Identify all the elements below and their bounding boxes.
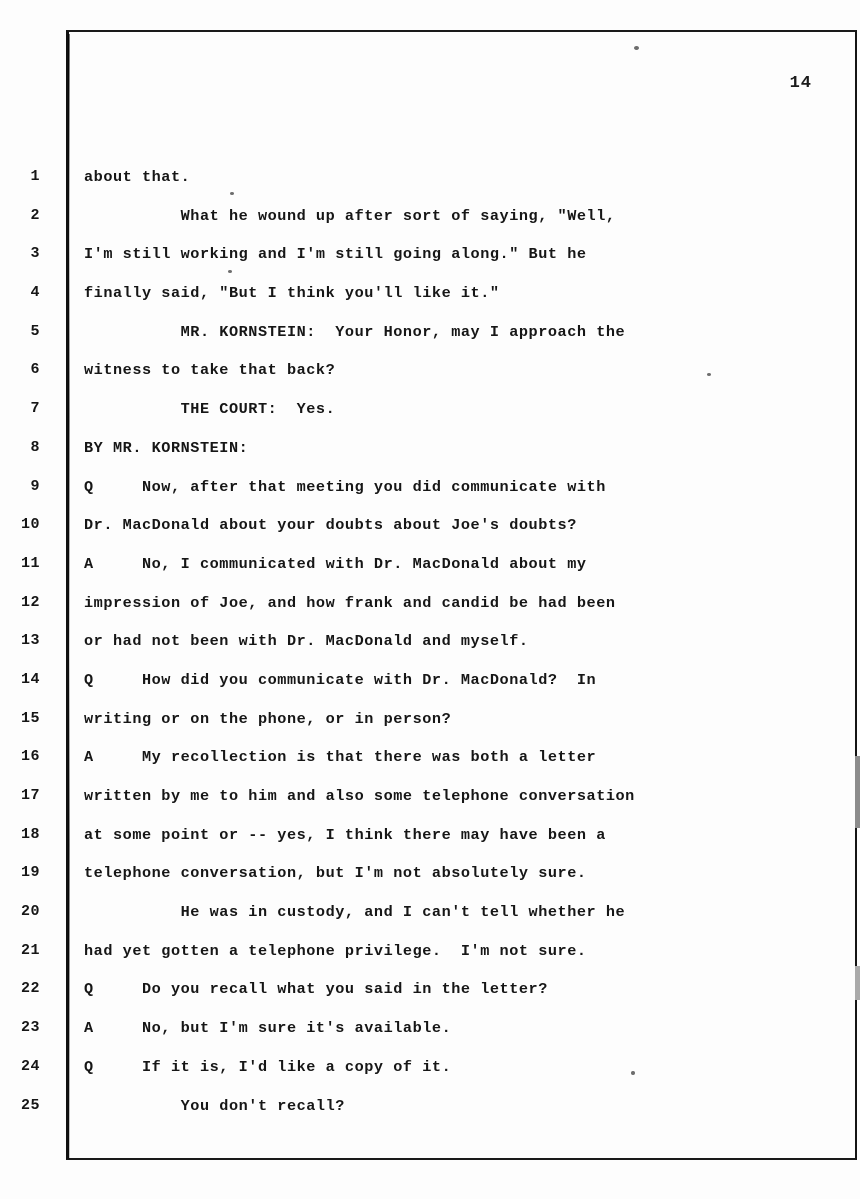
transcript-line — [0, 439, 860, 478]
line-number: 21 — [20, 941, 40, 959]
transcript-line — [0, 826, 860, 865]
transcript-line — [0, 361, 860, 400]
scan-speck — [631, 1071, 635, 1075]
transcript-line — [0, 555, 860, 594]
scan-speck — [634, 46, 639, 50]
line-text: telephone conversation, but I'm not absolutely sure. — [84, 864, 587, 883]
transcript-line — [0, 980, 860, 1019]
transcript-line — [0, 1019, 860, 1058]
scan-speck — [228, 270, 232, 273]
line-number: 25 — [20, 1096, 40, 1114]
transcript-line — [0, 516, 860, 555]
transcript-line — [0, 478, 860, 517]
scan-speck — [230, 192, 234, 195]
line-text: finally said, "But I think you'll like it." — [84, 284, 500, 303]
transcript-line — [0, 207, 860, 246]
line-text: at some point or -- yes, I think there may have been a — [84, 825, 606, 844]
edge-artifact — [855, 966, 860, 1000]
transcript-line — [0, 710, 860, 749]
line-text: MR. KORNSTEIN: Your Honor, may I approach the — [84, 322, 626, 341]
line-text: Q Do you recall what you said in the letter? — [84, 980, 548, 999]
line-text: You don't recall? — [84, 1096, 345, 1115]
transcript-line — [0, 942, 860, 981]
line-text: Q How did you communicate with Dr. MacDonald? In — [84, 670, 597, 689]
transcript-line — [0, 594, 860, 633]
line-number: 1 — [30, 168, 40, 185]
line-number: 6 — [30, 361, 40, 379]
line-text: witness to take that back? — [84, 361, 336, 380]
line-number: 19 — [20, 864, 40, 882]
transcript-line — [0, 671, 860, 710]
transcript-body — [0, 168, 860, 1135]
line-number: 22 — [20, 980, 40, 998]
line-text: written by me to him and also some telephone conversation — [84, 787, 635, 805]
line-text: A No, but I'm sure it's available. — [84, 1019, 452, 1038]
line-number: 11 — [20, 554, 40, 572]
transcript-line — [0, 245, 860, 284]
line-number: 3 — [30, 245, 40, 263]
line-text: A My recollection is that there was both a letter — [84, 748, 597, 767]
line-number: 7 — [30, 400, 40, 418]
transcript-line — [0, 323, 860, 362]
line-text: A No, I communicated with Dr. MacDonald about my — [84, 554, 587, 573]
transcript-line — [0, 903, 860, 942]
transcript-line — [0, 632, 860, 671]
line-text: had yet gotten a telephone privilege. I'm not sure. — [84, 941, 587, 960]
transcript-line — [0, 168, 860, 207]
line-text: writing or on the phone, or in person? — [84, 709, 452, 728]
line-number: 16 — [20, 748, 40, 766]
line-text: I'm still working and I'm still going along." But he — [84, 245, 587, 264]
transcript-line — [0, 864, 860, 903]
line-number: 2 — [30, 206, 40, 224]
line-number: 9 — [30, 477, 40, 495]
transcript-line — [0, 284, 860, 323]
line-number: 20 — [20, 903, 40, 921]
line-text: THE COURT: Yes. — [84, 400, 336, 419]
line-text: or had not been with Dr. MacDonald and myself. — [84, 632, 529, 651]
line-text: Q Now, after that meeting you did communicate with — [84, 477, 606, 496]
page-number: 14 — [789, 74, 812, 93]
line-text: Q If it is, I'd like a copy of it. — [84, 1057, 452, 1076]
line-text: impression of Joe, and how frank and candid be had been — [84, 593, 616, 612]
line-number: 18 — [20, 825, 40, 843]
line-text: He was in custody, and I can't tell whether he — [84, 903, 626, 922]
line-text: about that. — [84, 168, 191, 186]
line-text: What he wound up after sort of saying, "Well, — [84, 206, 616, 225]
transcript-line — [0, 1097, 860, 1136]
line-number: 5 — [30, 322, 40, 340]
line-number: 15 — [20, 709, 40, 727]
transcript-line — [0, 748, 860, 787]
line-number: 14 — [20, 670, 40, 688]
transcript-line — [0, 1058, 860, 1097]
line-number: 13 — [20, 632, 40, 650]
line-number: 8 — [30, 438, 40, 456]
line-number: 17 — [20, 787, 40, 804]
scan-speck — [707, 373, 711, 376]
line-text: BY MR. KORNSTEIN: — [84, 438, 249, 457]
line-number: 23 — [20, 1019, 40, 1037]
transcript-line — [0, 400, 860, 439]
line-number: 10 — [20, 516, 40, 534]
transcript-line — [0, 787, 860, 826]
line-number: 12 — [20, 593, 40, 611]
line-text: Dr. MacDonald about your doubts about Joe's doubts? — [84, 516, 577, 535]
line-number: 24 — [20, 1057, 40, 1075]
edge-artifact — [855, 756, 860, 828]
line-number: 4 — [30, 284, 40, 302]
